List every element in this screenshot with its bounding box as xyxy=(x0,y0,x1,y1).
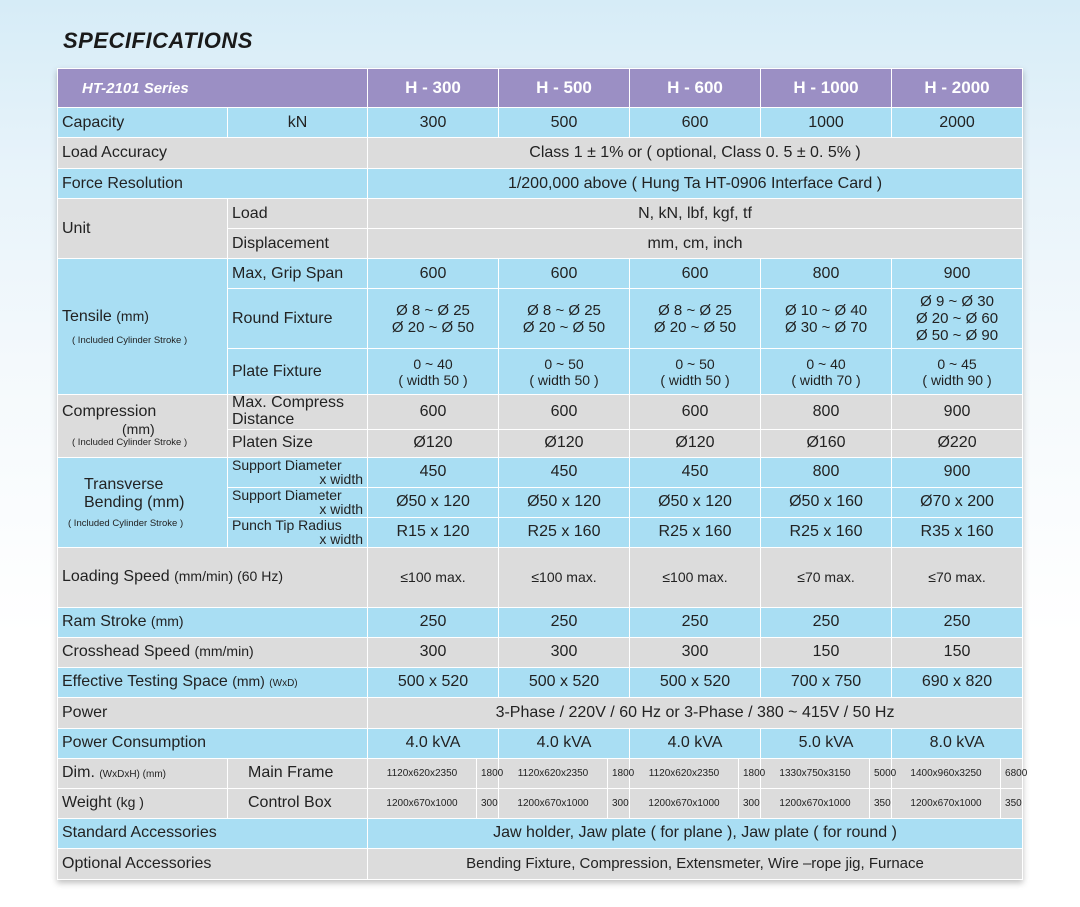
header-row xyxy=(58,69,1023,108)
testing-space-value: 690 x 820 xyxy=(892,667,1023,697)
support-diameter-value: 450 xyxy=(499,457,630,487)
loading-speed-row xyxy=(58,547,1023,607)
crosshead-speed-value: 300 xyxy=(499,637,630,667)
compression-note: ( Included Cylinder Stroke ) xyxy=(72,437,188,449)
compression-unit: (mm) xyxy=(122,421,155,438)
transverse-label-cell xyxy=(58,457,228,547)
model-h300: H - 300 xyxy=(368,69,499,108)
standard-accessories-row xyxy=(58,818,1023,848)
tensile-unit: (mm) xyxy=(116,307,149,324)
testing-space-label: Effective Testing Space xyxy=(62,673,228,691)
loading-speed-unit: (mm/min) (60 Hz) xyxy=(174,568,283,585)
crosshead-speed-value: 150 xyxy=(761,637,892,667)
power-consumption-row xyxy=(58,728,1023,758)
plate-fixture-label: Plate Fixture xyxy=(228,349,368,395)
control-box-value: 1200x670x1000 xyxy=(630,788,739,818)
support-diameter-value: 800 xyxy=(761,457,892,487)
transverse-sd1-row xyxy=(58,457,1023,487)
grip-span-value: 600 xyxy=(499,259,630,289)
crosshead-speed-row xyxy=(58,637,1023,667)
unit-label: Unit xyxy=(58,199,228,259)
testing-space-value: 500 x 520 xyxy=(368,667,499,697)
unit-displacement-value: mm, cm, inch xyxy=(368,229,1023,259)
capacity-label: Capacity xyxy=(58,108,228,138)
dimension-weight: 1800 xyxy=(739,758,761,788)
grip-span-value: 900 xyxy=(892,259,1023,289)
dimension-value: 1330x750x3150 xyxy=(761,758,870,788)
force-resolution-label: Force Resolution xyxy=(58,169,368,199)
standard-accessories-value: Jaw holder, Jaw plate ( for plane ), Jaw plate ( for round ) xyxy=(368,818,1023,848)
control-box-weight: 350 xyxy=(870,788,892,818)
testing-space-value: 500 x 520 xyxy=(499,667,630,697)
ram-stroke-value: 250 xyxy=(630,607,761,637)
punch-tip-radius-label: Punch Tip Radius x width xyxy=(228,517,368,547)
platen-size-value: Ø120 xyxy=(499,429,630,457)
punch-tip-radius-value: R25 x 160 xyxy=(499,517,630,547)
support-diameter-value: Ø50 x 120 xyxy=(368,487,499,517)
capacity-value: 600 xyxy=(630,108,761,138)
punch-tip-radius-value: R25 x 160 xyxy=(761,517,892,547)
dimension-weight: 1800 xyxy=(477,758,499,788)
dimension-value: 1400x960x3250 xyxy=(892,758,1001,788)
platen-size-value: Ø120 xyxy=(368,429,499,457)
ram-stroke-value: 250 xyxy=(499,607,630,637)
testing-space-row xyxy=(58,667,1023,697)
platen-size-value: Ø220 xyxy=(892,429,1023,457)
plate-fixture-value: 0 ~ 50 ( width 50 ) xyxy=(630,349,761,395)
control-box-label: Control Box xyxy=(228,788,368,818)
power-label: Power xyxy=(58,697,368,728)
model-h600: H - 600 xyxy=(630,69,761,108)
weight-row xyxy=(58,788,1023,818)
support-diameter-value: Ø50 x 160 xyxy=(761,487,892,517)
capacity-value: 1000 xyxy=(761,108,892,138)
max-compress-label: Max. Compress Distance xyxy=(228,395,368,430)
specifications-table xyxy=(57,68,1028,880)
standard-accessories-label: Standard Accessories xyxy=(58,818,368,848)
dimension-unit: (WxDxH) (mm) xyxy=(99,769,166,781)
dimension-row xyxy=(58,758,1023,788)
grip-span-value: 600 xyxy=(630,259,761,289)
max-compress-value: 800 xyxy=(761,395,892,430)
loading-speed-value: ≤100 max. xyxy=(499,547,630,607)
compression-label: Compression xyxy=(62,403,157,421)
power-consumption-value: 4.0 kVA xyxy=(499,728,630,758)
optional-accessories-label: Optional Accessories xyxy=(58,848,368,879)
punch-tip-radius-value: R35 x 160 xyxy=(892,517,1023,547)
load-accuracy-row xyxy=(58,138,1023,169)
capacity-unit: kN xyxy=(228,108,368,138)
capacity-row xyxy=(58,108,1023,138)
loading-speed-value: ≤100 max. xyxy=(368,547,499,607)
round-fixture-value: Ø 8 ~ Ø 25 Ø 20 ~ Ø 50 xyxy=(630,289,761,349)
round-fixture-value: Ø 9 ~ Ø 30 Ø 20 ~ Ø 60 Ø 50 ~ Ø 90 xyxy=(892,289,1023,349)
grip-span-value: 800 xyxy=(761,259,892,289)
compression-label-cell xyxy=(58,395,228,458)
compression-max-row xyxy=(58,395,1023,430)
model-h1000: H - 1000 xyxy=(761,69,892,108)
grip-span-label: Max, Grip Span xyxy=(228,259,368,289)
force-resolution-value: 1/200,000 above ( Hung Ta HT-0906 Interface Card ) xyxy=(368,169,1023,199)
platen-size-value: Ø120 xyxy=(630,429,761,457)
punch-tip-radius-value: R25 x 160 xyxy=(630,517,761,547)
unit-load-label: Load xyxy=(228,199,368,229)
power-consumption-value: 8.0 kVA xyxy=(892,728,1023,758)
testing-space-value: 700 x 750 xyxy=(761,667,892,697)
plate-fixture-value: 0 ~ 45 ( width 90 ) xyxy=(892,349,1023,395)
round-fixture-value: Ø 10 ~ Ø 40 Ø 30 ~ Ø 70 xyxy=(761,289,892,349)
support-diameter-value: Ø70 x 200 xyxy=(892,487,1023,517)
control-box-value: 1200x670x1000 xyxy=(892,788,1001,818)
loading-speed-value: ≤70 max. xyxy=(761,547,892,607)
punch-tip-radius-value: R15 x 120 xyxy=(368,517,499,547)
unit-displacement-label: Displacement xyxy=(228,229,368,259)
support-diameter-label: Support Diameter x width xyxy=(228,457,368,487)
power-row xyxy=(58,697,1023,728)
model-h500: H - 500 xyxy=(499,69,630,108)
crosshead-speed-unit: (mm/min) xyxy=(194,643,254,660)
ram-stroke-value: 250 xyxy=(892,607,1023,637)
support-diameter-value: Ø50 x 120 xyxy=(630,487,761,517)
control-box-weight: 350 xyxy=(1001,788,1023,818)
load-accuracy-value: Class 1 ± 1% or ( optional, Class 0. 5 ± 0. 5% ) xyxy=(368,138,1023,169)
dimension-value: 1120x620x2350 xyxy=(368,758,477,788)
testing-space-label-cell xyxy=(58,667,368,697)
ram-stroke-label-cell xyxy=(58,607,368,637)
unit-load-row xyxy=(58,199,1023,229)
dimension-weight: 5000 xyxy=(870,758,892,788)
page-title: SPECIFICATIONS xyxy=(63,28,253,53)
tensile-label-cell xyxy=(58,259,228,395)
control-box-weight: 300 xyxy=(477,788,499,818)
capacity-value: 2000 xyxy=(892,108,1023,138)
dimension-weight: 1800 xyxy=(608,758,630,788)
dimension-value: 1120x620x2350 xyxy=(630,758,739,788)
support-diameter-value: 900 xyxy=(892,457,1023,487)
testing-space-unit: (mm) xyxy=(232,673,265,690)
power-consumption-label: Power Consumption xyxy=(58,728,368,758)
testing-space-unit-2: (WxD) xyxy=(269,678,298,690)
max-compress-value: 600 xyxy=(630,395,761,430)
round-fixture-value: Ø 8 ~ Ø 25 Ø 20 ~ Ø 50 xyxy=(499,289,630,349)
plate-fixture-value: 0 ~ 40 ( width 70 ) xyxy=(761,349,892,395)
max-compress-value: 900 xyxy=(892,395,1023,430)
loading-speed-value: ≤100 max. xyxy=(630,547,761,607)
power-value: 3-Phase / 220V / 60 Hz or 3-Phase / 380 ~ 415V / 50 Hz xyxy=(368,697,1023,728)
dimension-value: 1120x620x2350 xyxy=(499,758,608,788)
plate-fixture-value: 0 ~ 40 ( width 50 ) xyxy=(368,349,499,395)
grip-span-value: 600 xyxy=(368,259,499,289)
power-consumption-value: 4.0 kVA xyxy=(368,728,499,758)
platen-size-value: Ø160 xyxy=(761,429,892,457)
transverse-label-2: Bending (mm) xyxy=(84,493,185,511)
load-accuracy-label: Load Accuracy xyxy=(58,138,368,169)
crosshead-speed-value: 300 xyxy=(368,637,499,667)
round-fixture-label: Round Fixture xyxy=(228,289,368,349)
control-box-weight: 300 xyxy=(608,788,630,818)
support-diameter-value: Ø50 x 120 xyxy=(499,487,630,517)
max-compress-value: 600 xyxy=(499,395,630,430)
control-box-value: 1200x670x1000 xyxy=(368,788,477,818)
ram-stroke-row xyxy=(58,607,1023,637)
loading-speed-label: Loading Speed xyxy=(62,568,170,586)
control-box-weight: 300 xyxy=(739,788,761,818)
optional-accessories-value: Bending Fixture, Compression, Extensmeter, Wire –rope jig, Furnace xyxy=(368,848,1023,879)
max-compress-value: 600 xyxy=(368,395,499,430)
weight-unit: (kg ) xyxy=(115,794,144,811)
crosshead-speed-value: 150 xyxy=(892,637,1023,667)
ram-stroke-value: 250 xyxy=(761,607,892,637)
support-diameter-value: 450 xyxy=(368,457,499,487)
force-resolution-row xyxy=(58,169,1023,199)
transverse-note: ( Included Cylinder Stroke ) xyxy=(68,517,184,529)
weight-label-cell xyxy=(58,788,228,818)
crosshead-speed-label-cell xyxy=(58,637,368,667)
dimension-weight: 6800 xyxy=(1001,758,1023,788)
power-consumption-value: 5.0 kVA xyxy=(761,728,892,758)
ram-stroke-unit: (mm) xyxy=(150,613,184,630)
capacity-value: 300 xyxy=(368,108,499,138)
capacity-value: 500 xyxy=(499,108,630,138)
control-box-value: 1200x670x1000 xyxy=(499,788,608,818)
loading-speed-value: ≤70 max. xyxy=(892,547,1023,607)
crosshead-speed-value: 300 xyxy=(630,637,761,667)
power-consumption-value: 4.0 kVA xyxy=(630,728,761,758)
ram-stroke-label: Ram Stroke xyxy=(62,613,147,631)
support-diameter-label: Support Diameter x width xyxy=(228,487,368,517)
round-fixture-value: Ø 8 ~ Ø 25 Ø 20 ~ Ø 50 xyxy=(368,289,499,349)
tensile-grip-row xyxy=(58,259,1023,289)
loading-speed-label-cell xyxy=(58,547,368,607)
tensile-label: Tensile xyxy=(62,307,112,325)
control-box-value: 1200x670x1000 xyxy=(761,788,870,818)
optional-accessories-row xyxy=(58,848,1023,879)
unit-load-value: N, kN, lbf, kgf, tf xyxy=(368,199,1023,229)
tensile-note: ( Included Cylinder Stroke ) xyxy=(72,334,188,346)
dimension-label: Dim. xyxy=(62,764,95,782)
dimension-label-cell xyxy=(58,758,228,788)
main-frame-label: Main Frame xyxy=(228,758,368,788)
series-name: HT-2101 Series xyxy=(58,69,368,108)
crosshead-speed-label: Crosshead Speed xyxy=(62,643,191,661)
plate-fixture-value: 0 ~ 50 ( width 50 ) xyxy=(499,349,630,395)
transverse-label: Transverse xyxy=(84,475,164,493)
platen-size-label: Platen Size xyxy=(228,429,368,457)
testing-space-value: 500 x 520 xyxy=(630,667,761,697)
ram-stroke-value: 250 xyxy=(368,607,499,637)
model-h2000: H - 2000 xyxy=(892,69,1023,108)
support-diameter-value: 450 xyxy=(630,457,761,487)
weight-label: Weight xyxy=(62,794,112,812)
